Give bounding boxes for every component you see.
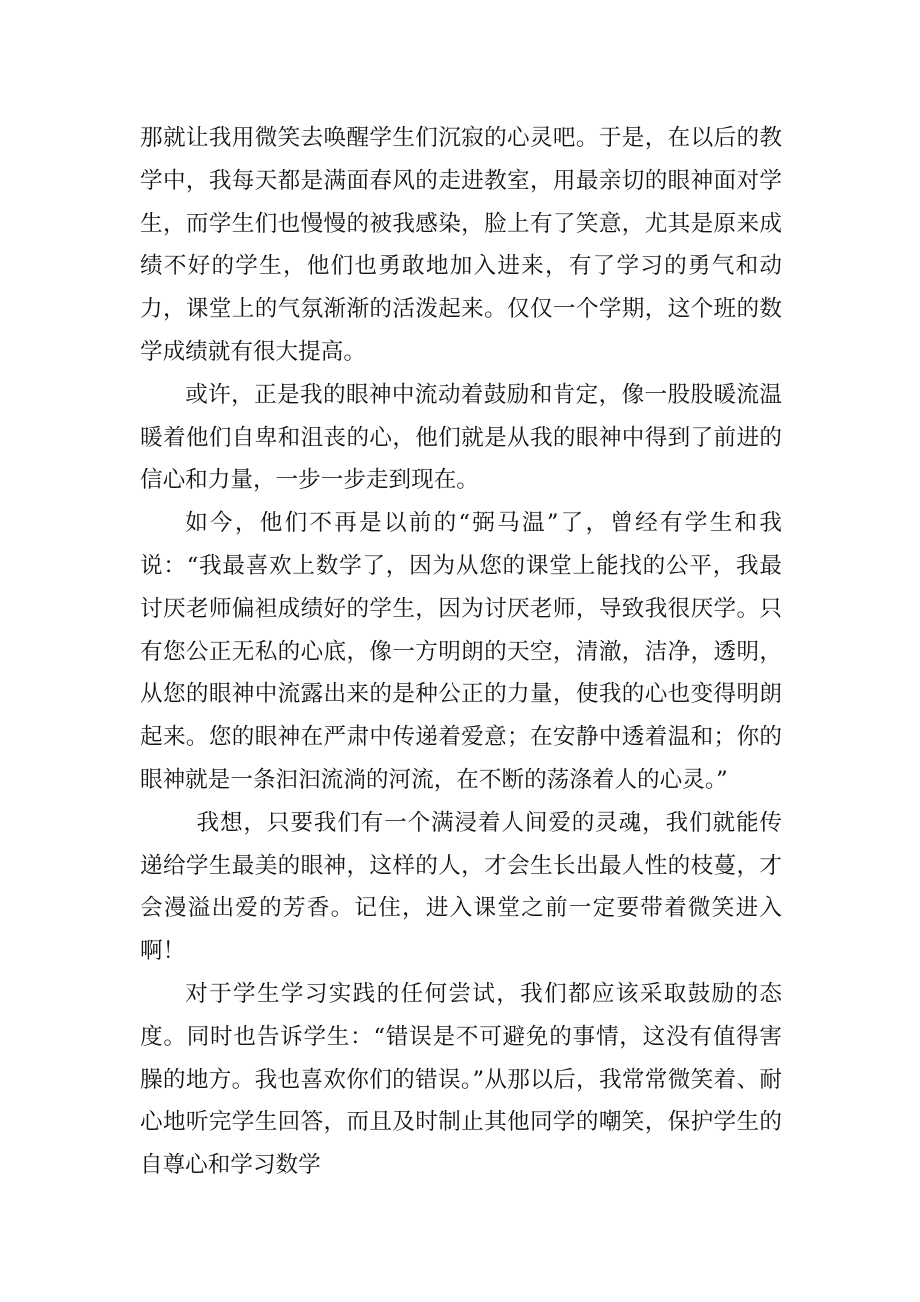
paragraph-3: 如今，他们不再是以前的“弼马温”了，曾经有学生和我说：“我最喜欢上数学了，因为从您的课堂上能找的公平，我最讨厌老师偏袒成绩好的学生，因为讨厌老师，导致我很厌学。只有您公正无私的心底，像一方明朗的天空，清澈，洁净，透明，从您的眼神中流露出来的是种公正的力量，使我的心也变得明朗起来。您的眼神在严肃中传递着爱意；在安静中透着温和；你的眼神就是一条汩汩流淌的河流，在不断的荡涤着人的心灵。”	[140, 510, 782, 793]
paragraph-1: 那就让我用微笑去唤醒学生们沉寂的心灵吧。于是，在以后的教学中，我每天都是满面春风的走进教室，用最亲切的眼神面对学生，而学生们也慢慢的被我感染，脸上有了笑意，尤其是原来成绩不好的学生，他们也勇敢地加入进来，有了学习的勇气和动力，课堂上的气氛渐渐的活泼起来。仅仅一个学期，这个班的数学成绩就有很大提高。	[140, 125, 782, 365]
paragraph-2: 或许，正是我的眼神中流动着鼓励和肯定，像一股股暖流温暖着他们自卑和沮丧的心，他们就是从我的眼神中得到了前进的信心和力量，一步一步走到现在。	[140, 381, 782, 494]
document-body	[140, 117, 782, 1187]
paragraph-4: 我想，只要我们有一个满浸着人间爱的灵魂，我们就能传递给学生最美的眼神，这样的人，才会生长出最人性的枝蔓，才会漫溢出爱的芳香。记住，进入课堂之前一定要带着微笑进入啊！	[140, 809, 782, 965]
paragraph-5: 对于学生学习实践的任何尝试，我们都应该采取鼓励的态度。同时也告诉学生：“错误是不可避免的事情，这没有值得害臊的地方。我也喜欢你们的错误。”从那以后，我常常微笑着、耐心地听完学生回答，而且及时制止其他同学的嘲笑，保护学生的自尊心和学习数学	[140, 980, 782, 1179]
